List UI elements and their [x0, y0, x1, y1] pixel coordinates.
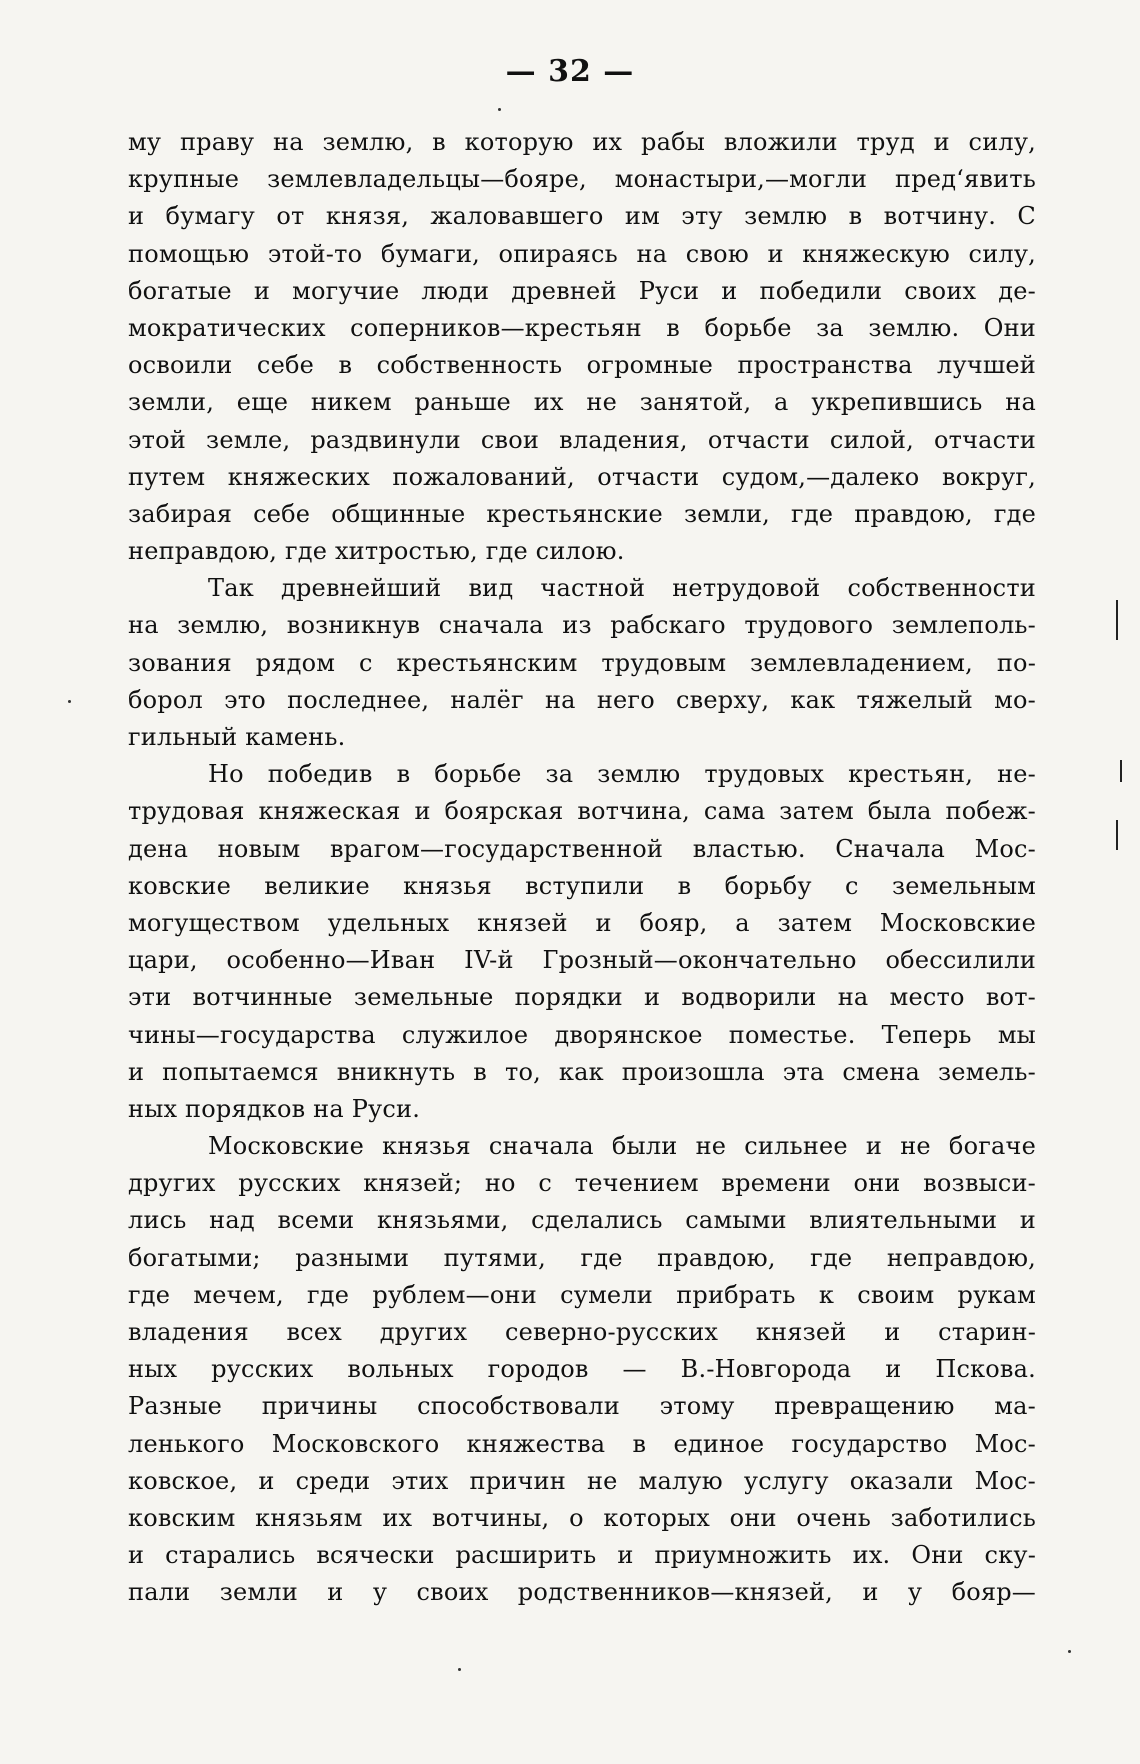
text-line: и старались всячески расширить и приумножить их. Они ску-: [128, 1541, 1036, 1570]
text-line: лись над всеми князьями, сделались самыми влиятельными и: [128, 1206, 1036, 1235]
text-line: эти вотчинные земельные порядки и водворили на место вот-: [128, 983, 1036, 1012]
text-line: борол это последнее, налёг на него сверху, как тяжелый мо-: [128, 685, 1036, 714]
text-line: ковским князьям их вотчины, о которых они очень заботились: [128, 1503, 1036, 1532]
text-line: земли, еще никем раньше их не занятой, а укрепившись на: [128, 388, 1036, 417]
text-line: помощью этой-то бумаги, опираясь на свою и княжескую силу,: [128, 239, 1036, 268]
text-line: чины—государства служилое дворянское поместье. Теперь мы: [128, 1020, 1036, 1049]
text-line: ковские великие князья вступили в борьбу с земельным: [128, 871, 1036, 900]
text-line: Но победив в борьбе за землю трудовых крестьян, не-: [208, 760, 1036, 789]
text-line: освоили себе в собственность огромные пространства лучшей: [128, 351, 1036, 380]
text-line: Московские князья сначала были не сильнее и не богаче: [208, 1132, 1036, 1161]
text-line: могуществом удельных князей и бояр, а затем Московские: [128, 908, 1036, 937]
text-line: богатыми; разными путями, где правдою, где неправдою,: [128, 1243, 1036, 1272]
page-number: — 32 —: [505, 54, 635, 89]
scan-speck: [458, 1668, 461, 1671]
text-line: ковское, и среди этих причин не малую услугу оказали Мос-: [128, 1466, 1036, 1495]
text-line: ленького Московского княжества в единое государство Мос-: [128, 1429, 1036, 1458]
scan-speck: [1068, 1650, 1071, 1653]
text-line: на землю, возникнув сначала из рабскаго трудового землеполь-: [128, 611, 1036, 640]
text-line: и попытаемся вникнуть в то, как произошла эта смена земель-: [128, 1057, 1036, 1086]
text-line: ных порядков на Руси.: [128, 1094, 421, 1123]
text-line: неправдою, где хитростью, где силою.: [128, 537, 625, 566]
scan-mark: [1116, 600, 1118, 640]
text-line: зования рядом с крестьянским трудовым землевладением, по-: [128, 648, 1036, 677]
paragraph: [128, 1128, 1036, 1611]
paragraph: [128, 570, 1036, 756]
body-text: [128, 124, 1036, 1612]
text-line: му праву на землю, в которую их рабы вложили труд и силу,: [128, 128, 1036, 156]
paragraph: [128, 756, 1036, 1128]
text-line: где мечем, где рублем—они сумели прибрать к своим рукам: [128, 1280, 1036, 1309]
text-line: этой земле, раздвинули свои владения, отчасти силой, отчасти: [128, 425, 1036, 454]
text-line: и бумагу от князя, жаловавшего им эту землю в вотчину. С: [128, 202, 1036, 231]
text-line: дена новым врагом—государственной властью. Сначала Мос-: [128, 834, 1036, 863]
paragraph: [128, 124, 1036, 570]
text-line: цари, особенно—Иван IV-й Грозный—окончательно обессилили: [128, 946, 1036, 975]
text-line: владения всех других северно-русских князей и старин-: [128, 1318, 1036, 1346]
text-line: Так древнейший вид частной нетрудовой собственности: [208, 574, 1036, 603]
text-line: забирая себе общинные крестьянские земли, где правдою, где: [128, 499, 1036, 528]
text-line: ных русских вольных городов — В.-Новгорода и Пскова.: [128, 1355, 1036, 1384]
scan-speck: [68, 700, 71, 703]
text-line: пали земли и у своих родственников—князей, и у бояр—: [128, 1578, 1036, 1607]
text-line: других русских князей; но с течением времени они возвыси-: [128, 1169, 1036, 1198]
scan-mark: [1120, 760, 1122, 782]
text-line: мократических соперников—крестьян в борьбе за землю. Они: [128, 313, 1036, 342]
text-line: Разные причины способствовали этому превращению ма-: [128, 1392, 1036, 1421]
scan-mark: [1116, 820, 1118, 850]
text-line: трудовая княжеская и боярская вотчина, сама затем была побеж-: [128, 797, 1036, 826]
text-line: богатые и могучие люди древней Руси и победили своих де-: [128, 276, 1036, 305]
text-line: гильный камень.: [128, 723, 346, 751]
scan-speck: [498, 108, 501, 111]
text-line: путем княжеских пожалований, отчасти судом,—далеко вокруг,: [128, 462, 1036, 491]
text-line: крупные землевладельцы—бояре, монастыри,—могли пред‘явить: [128, 165, 1036, 194]
